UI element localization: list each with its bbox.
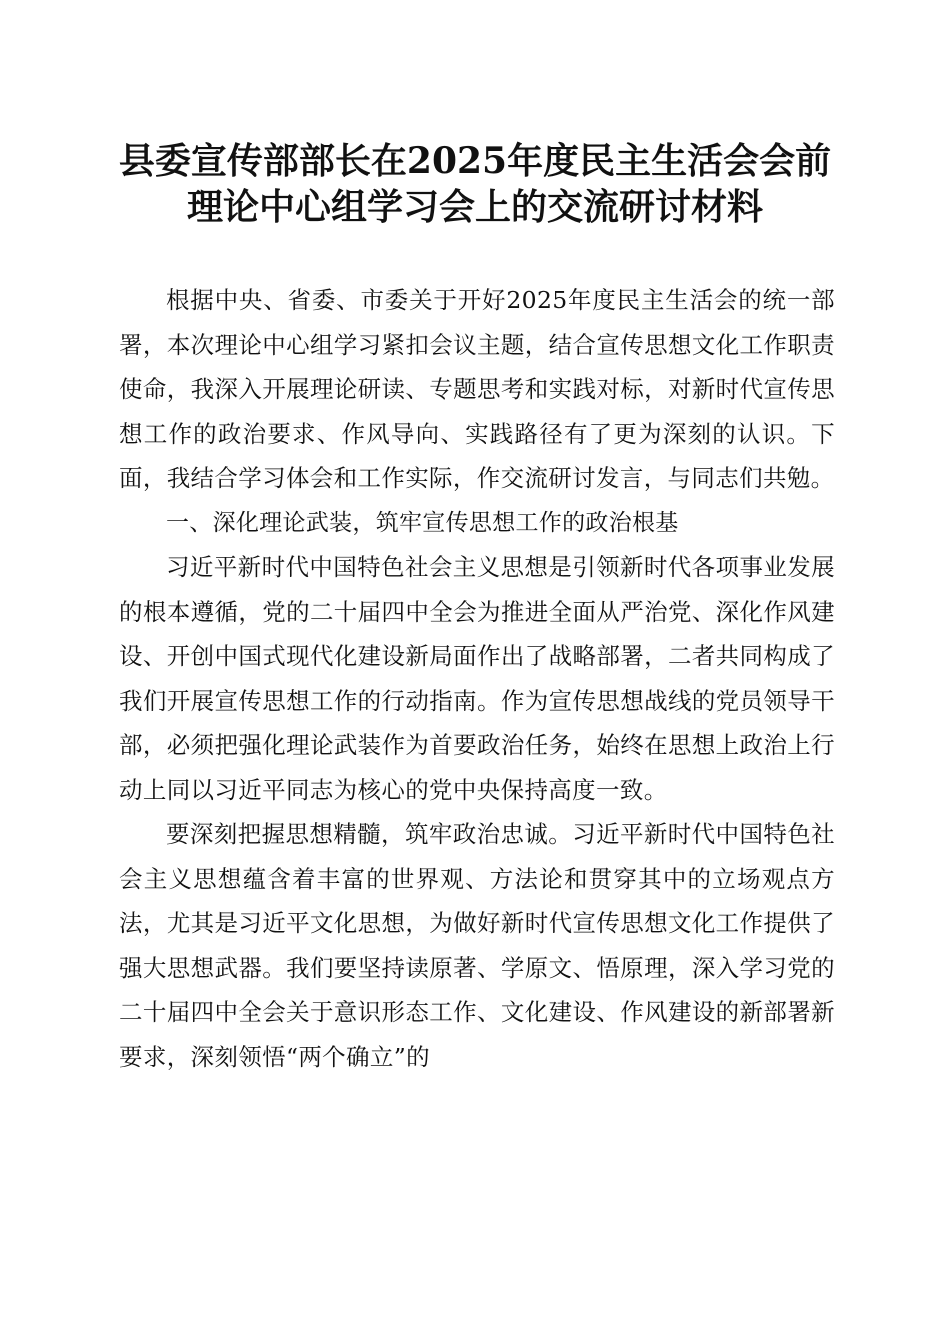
title-line-1: 县委宣传部部长在2025年度民主生活会会前: [118, 140, 832, 182]
body-paragraph: 要深刻把握思想精髓，筑牢政治忠诚。习近平新时代中国特色社会主义思想蕴含着丰富的世界观、方法论和贯穿其中的立场观点方法，尤其是习近平文化思想，为做好新时代宣传思想文化工作提供了强大思想武器。我们要坚持读原著、学原文、悟原理，深入学习党的二十届四中全会关于意识形态工作、文化建设、作风建设的新部署新要求，深刻领悟“两个确立”的: [119, 820, 835, 1071]
document-title: [60, 138, 890, 230]
intro-paragraph: 根据中央、省委、市委关于开好2025年度民主生活会的统一部署，本次理论中心组学习紧扣会议主题，结合宣传思想文化工作职责使命，我深入开展理论研读、专题思考和实践对标，对新时代宣传思想工作的政治要求、作风导向、实践路径有了更为深刻的认识。下面，我结合学习体会和工作实际，作交流研讨发言，与同志们共勉。: [119, 286, 835, 492]
body-paragraph: 习近平新时代中国特色社会主义思想是引领新时代各项事业发展的根本遵循，党的二十届四中全会为推进全面从严治党、深化作风建设、开创中国式现代化建设新局面作出了战略部署，二者共同构成了我们开展宣传思想工作的行动指南。作为宣传思想战线的党员领导干部，必须把强化理论武装作为首要政治任务，始终在思想上政治上行动上同以习近平同志为核心的党中央保持高度一致。: [119, 553, 835, 804]
document-body: [119, 278, 835, 1079]
title-line-2: 理论中心组学习会上的交流研讨材料: [186, 186, 763, 228]
section-heading-1: 一、深化理论武装，筑牢宣传思想工作的政治根基: [166, 509, 679, 536]
